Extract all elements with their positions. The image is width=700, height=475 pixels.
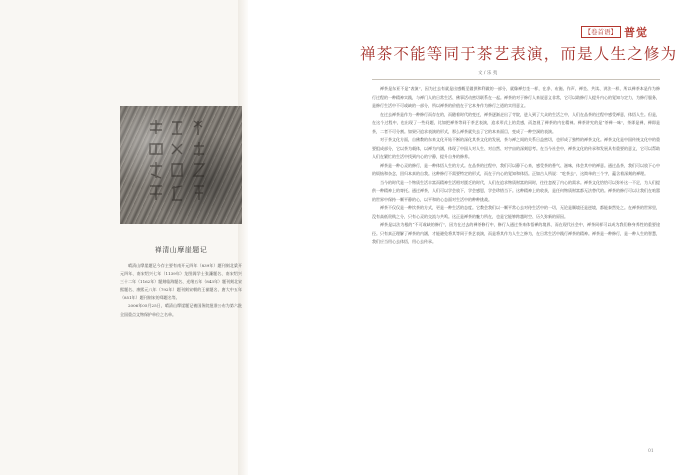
article-paragraph: 对于茶文化方面，自佛教的东来文化开始不断的深化其茶文化的发展，茶与禅之间的关系日益密切，也形成了独特的禅茶文化。禅茶文化是中国传统文化中的重要组成部分，它以茶为载体，以禅为内涵，体现了中国人对人生、对自然、对宇宙的深刻思考。在当今社会中，禅茶文化的传承和发展具有重要的意义，它可以帮助人们在繁忙的生活中找到内心的宁静，提升自身的修养。 <box>372 137 660 159</box>
caption-paragraph: 2006年05月25日，晴清山摩崖题记被国务院批准公布为第六批全国重点文物保护单位之名单。 <box>120 303 242 317</box>
article-byline: 文 / 乐 夷 <box>478 71 498 76</box>
column-tag <box>581 24 649 40</box>
book-spine <box>238 0 248 475</box>
article-paragraph: 禅茶是以法为根的“不可或缺的修行”，因为在过去的禅茶修行中，修行人通过茶来体悟禅的境界，而在现代社会中，禅茶同样可以成为我们修身养性的重要途径。只有真正理解了禅茶的内涵，才能避免将其等同于茶艺表演，而是将其作为人生之修为，在日常生活中践行禅茶的精神。禅茶是一种修行，是一种人生的智慧，我们应当用心去体悟，用心去传承。 <box>372 222 660 244</box>
caption-body <box>120 262 242 319</box>
article-paragraph: 禅茶是东亚不是“表演”，因为过去有就是出感概至做供和利做的一部分，就像禅打坐一样，在净、布施、作声、禅坐、共读、讲法一样，所以禅茶本是作为修行过程的一种精神实践，与禅门人的日常生活、佛事活动密切联系在一起。禅茶的对于修行人来说意义非常，它可以助修行人提升内心的觉知与定力，为修行服务，是修行生活中不可或缺的一部分，所以禅茶的价值在于它本身作为修行之道的实用意义。 <box>372 86 660 108</box>
article-body <box>372 85 660 447</box>
column-name: 普觉 <box>624 26 648 39</box>
article-paragraph: 禅茶是一种心灵的修行，是一种体悟人生的方式。在品茶的过程中，我们可以静下心来，感受茶的香气、滋味，体会其中的禅意。通过品茶，我们可以放下心中的烦恼和杂念，回归本真的自我。这种修行不需要特定的形式，而在于内心的觉知和体悟。正如古人所说：“吃茶去”，这简单的三个字，蕴含着深刻的禅理。 <box>372 162 660 176</box>
engraved-characters-image <box>142 116 220 212</box>
article-headline: 禅茶不能等同于茶艺表演，而是人生之修为 <box>360 45 678 63</box>
left-page <box>0 0 238 475</box>
caption-title: 禅清山摩崖题记 <box>154 246 208 254</box>
article-paragraph: 当今的时代是一个物质生活丰富而精神生活相对匮乏的时代，人们在追求物质财富的同时，往往忽视了内心的需求。禅茶文化恰恰可以弥补这一不足，为人们提供一种精神上的寄托。通过禅茶，人们可以学会放下，学会感恩，学会珍惜当下。这种精神上的收获，是任何物质财富都无法替代的。禅茶的修行可以让我们在喧嚣的世界中保持一颗平静的心，以平和的心态面对生活中的种种挑战。 <box>372 179 660 202</box>
article-paragraph: 禅茶不仅仅是一种饮茶的方式，更是一种生活的态度。它教会我们以一颗平常心去对待生活中的一切，无论是顺境还是逆境，都能泰然处之。在禅茶的世界里，没有高低贵贱之分，只有心灵的交流与共鸣。这正是禅茶的魅力所在，也是它能够跨越时空、历久弥新的原因。 <box>372 205 660 219</box>
rock-inscription-photo <box>120 106 242 224</box>
caption-paragraph: 晴清山摩崖题记今存主要有南开元四年（839年）题刊刻北梁开元四年、南宋绍兴七年（1139年）龙图阁学士张濂题名、南宋绍兴三十二年（1162年）题刻临海题名、光绪五年（843年）题刊刻北宋熙题名、康熙元八年（792年）题刊刻宋朝的王祯题名、唐大中五年（851年）题刊刻宋的郑题名等。 <box>120 263 242 301</box>
page-number: 01 <box>648 449 654 454</box>
article-paragraph: 在过去禅茶是作为一种修行而存在的，而随着时代的变迁，禅茶逐渐走出了寺院，进入到了大众的生活之中，人们在品茶的过程中感受禅意，体悟人生。但是，在这个过程中，也出现了一些问题，比如把禅茶等同于茶艺表演，追求形式上的美感，而忽视了禅茶的内在精神。禅茶讲究的是“茶禅一味”，茶即是禅，禅即是茶，二者不可分割。如果只追求表演的形式，那么禅茶就失去了它的本来面目，变成了一种空洞的表演。 <box>372 111 660 134</box>
column-tag-label: 【卷首语】 <box>581 26 622 38</box>
headline-divider <box>372 79 660 80</box>
